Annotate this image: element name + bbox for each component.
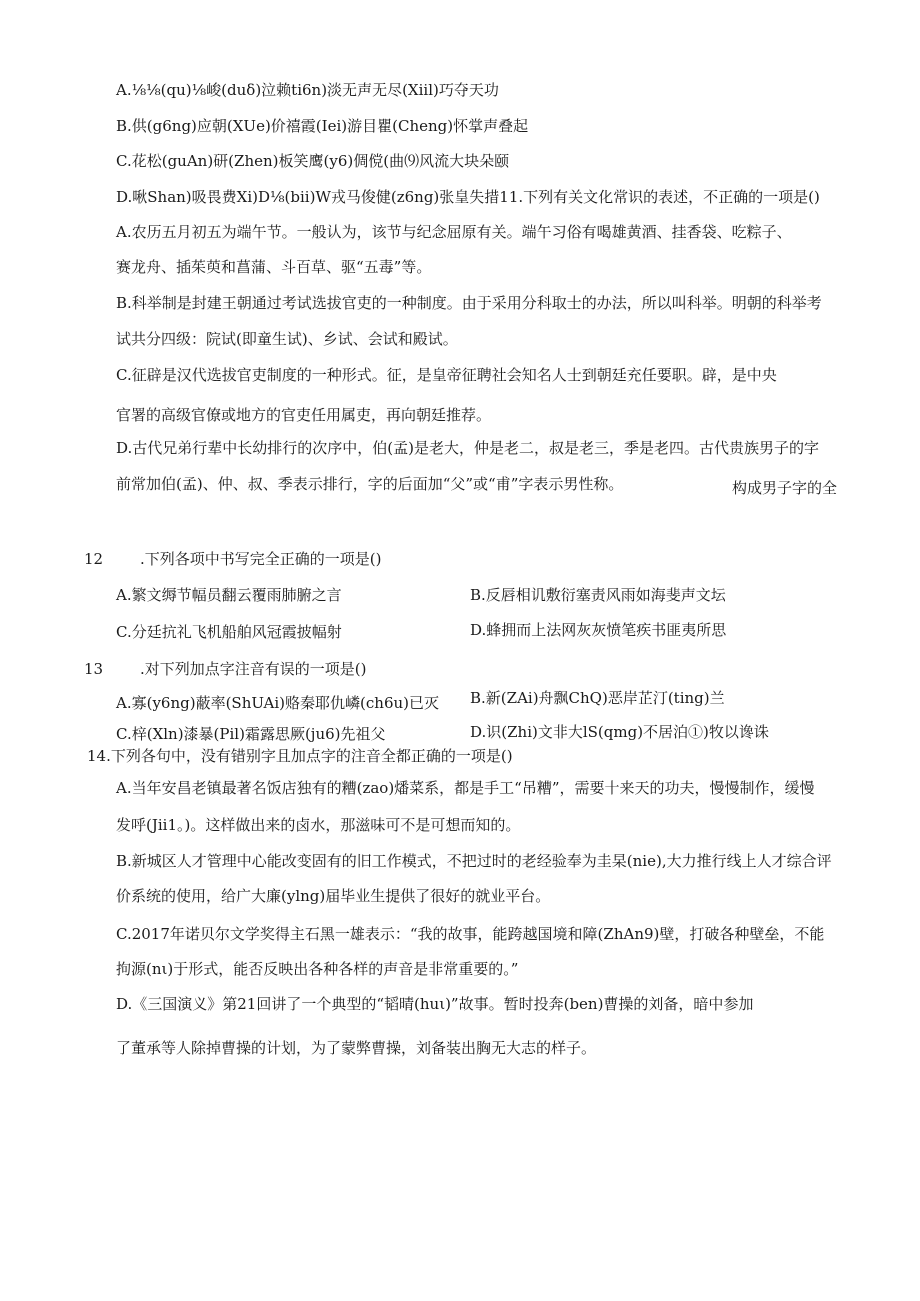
q11-option-d-line2: 前常加伯(孟)、仲、叔、季表示排行，字的后面加“父”或“甫”字表示男性称。 — [116, 475, 624, 493]
q11-option-d-tail: 构成男子字的全 — [732, 479, 838, 497]
q10-option-b: B.供(g6ng)应朝(XUe)价禧霞(Iei)游目瞿(Cheng)怀掌声叠起 — [116, 117, 529, 135]
q10-option-a: A.⅛⅛(qu)⅛峻(duδ)泣赖ti6n)淡无声无尽(Xiil)巧夺天功 — [116, 81, 499, 99]
q13-option-d: D.识(Zhi)文非大lS(qmg)不居泊①)牧以谗诛 — [470, 723, 769, 741]
q12-stem: .下列各项中书写完全正确的一项是() — [140, 550, 382, 568]
q12-number: 12 — [84, 550, 104, 568]
q10-option-c: C.花松(guAn)研(Zhen)板笑鹰(y6)倜傥(曲⑼风流大块朵颐 — [116, 152, 510, 170]
q14-option-d-line2: 了董承等人除掉曹操的计划，为了蒙弊曹操，刘备装出胸无大志的样子。 — [116, 1039, 597, 1057]
q14-option-c-line1: C.2017年诺贝尔文学奖得主石黑一雄表示：“我的故事，能跨越国境和障(ZhAn9)壁，打破各种壁垒，不能 — [116, 925, 825, 943]
q14-option-c-line2: 拘源(nι)于形式，能否反映出各种各样的声音是非常重要的。” — [116, 960, 519, 978]
q11-option-c-line2: 官署的高级官僚或地方的官吏任用属吏，再向朝廷推荐。 — [116, 406, 492, 424]
q14-option-a-line2: 发呼(Jii1。)。这样做出来的卤水，那滋味可不是可想而知的。 — [116, 816, 521, 834]
q11-option-d-line1: D.古代兄弟行辈中长幼排行的次序中，伯(孟)是老大，仲是老二，叔是老三，季是老四。古代贵族男子的字 — [116, 439, 819, 457]
q12-option-d: D.蜂拥而上法网灰灰愤笔疾书匪夷所思 — [470, 621, 727, 639]
q13-option-a: A.寡(y6ng)蔽率(ShUAi)赂秦耶仇嶙(ch6u)已灭 — [116, 694, 440, 712]
q13-number: 13 — [84, 660, 104, 678]
q11-option-a-line2: 赛龙舟、插茱萸和菖蒲、斗百草、驱“五毒”等。 — [116, 258, 432, 276]
q13-option-b: B.新(ZAi)舟飘ChQ)恶岸芷汀(ting)兰 — [470, 689, 725, 707]
q12-option-b: B.反唇相讥敷衍塞责风雨如海斐声文坛 — [470, 586, 726, 604]
q13-option-c: C.梓(Xln)漆暴(Pil)霜露思厥(ju6)先祖父 — [116, 725, 386, 743]
q11-option-a-line1: A.农历五月初五为端午节。一般认为，该节与纪念屈原有关。端午习俗有喝雄黄酒、挂香袋、吃粽子、 — [116, 223, 792, 241]
q12-option-c: C.分廷抗礼飞机船舶风冠霞披幅射 — [116, 623, 342, 641]
q11-option-b-line2: 试共分四级：院试(即童生试)、乡试、会试和殿试。 — [116, 330, 458, 348]
q14-option-b-line2: 价系统的使用，给广大廉(ylng)届毕业生提供了很好的就业平台。 — [116, 887, 551, 905]
q14-option-a-line1: A.当年安昌老镇最著名饭店独有的糟(zao)燔菜系，都是手工“吊糟”，需要十来天的功夫，慢慢制作，缓慢 — [116, 779, 815, 797]
q13-stem: .对下列加点字注音有误的一项是() — [140, 660, 367, 678]
q10-option-d-and-q11-stem: D.啾Shan)吸畏费Xi)D⅛(bii)W戎马俊健(z6ng)张皇失措11.下列有关文化常识的表述，不正确的一项是() — [116, 188, 820, 206]
q11-option-b-line1: B.科举制是封建王朝通过考试选拔官吏的一种制度。由于采用分科取士的办法，所以叫科举。明朝的科举考 — [116, 294, 822, 312]
q11-option-c-line1: C.征辟是汉代选拔官吏制度的一种形式。征，是皇帝征聘社会知名人士到朝廷充任要职。辟，是中央 — [116, 366, 777, 384]
q14-stem: 14.下列各句中，没有错别字且加点字的注音全都正确的一项是() — [87, 747, 513, 765]
q14-option-d-line1: D.《三国演义》第21回讲了一个典型的“韬晴(huι)”故事。暂时投奔(ben)曹操的刘备，暗中参加 — [116, 995, 754, 1013]
q14-option-b-line1: B.新城区人才管理中心能改变固有的旧工作模式，不把过时的老经验奉为圭杲(nie),大力推行线上人才综合评 — [116, 852, 832, 870]
q12-option-a: A.繁文缛节幅员翻云覆雨肺腑之言 — [116, 586, 342, 604]
